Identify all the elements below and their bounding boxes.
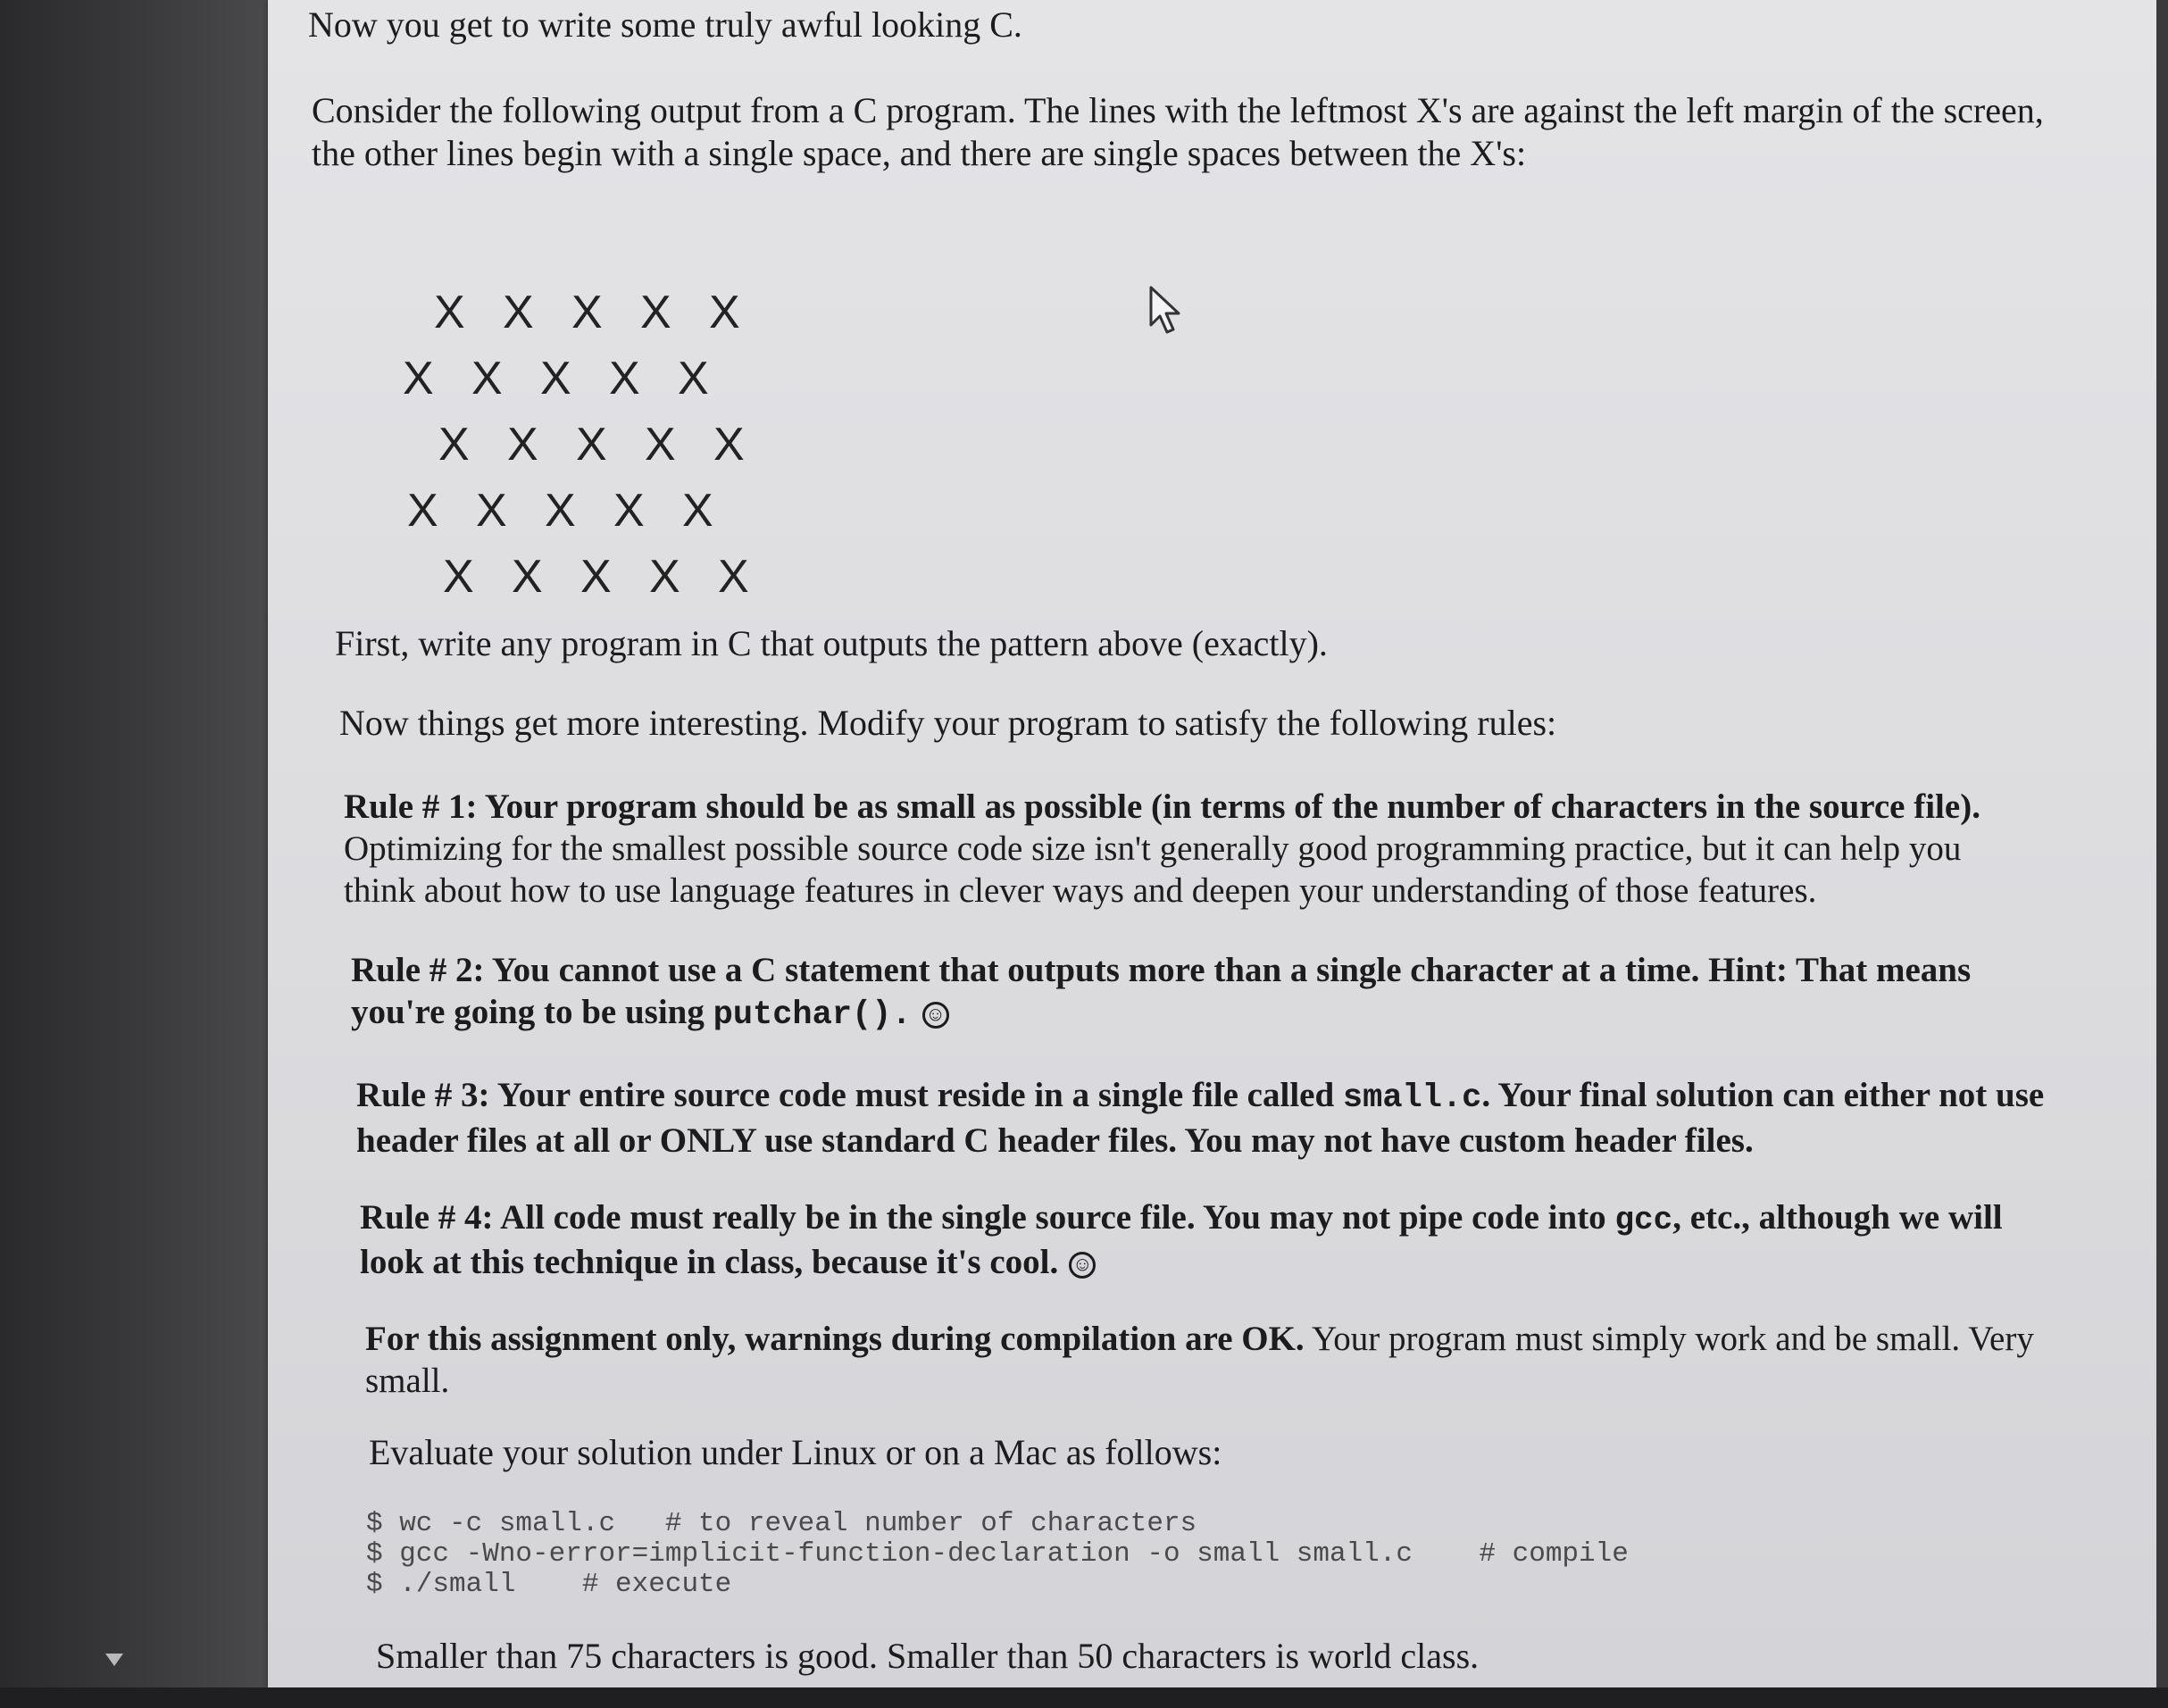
- intro-text: Now you get to write some truly awful looking C.: [308, 4, 1022, 45]
- pattern-x: X: [681, 485, 715, 537]
- rule-2-bold: Rule # 2: You cannot use a C statement that outputs more than a single character at a time. Hint: That means you're going to be using: [351, 951, 1972, 1031]
- smiley-icon: ☺: [1069, 1252, 1096, 1279]
- rule-3-bold-before: Rule # 3: Your entire source code must reside in a single file called: [356, 1076, 1343, 1114]
- smiley-icon: ☺: [922, 1002, 949, 1029]
- pattern-x: X: [717, 551, 751, 603]
- rule-4-bold-after: , etc., although we will look at this technique in class, because it's cool.: [360, 1198, 2003, 1281]
- code-line-wc: $ wc -c small.c # to reveal number of characters: [366, 1508, 1197, 1539]
- pattern-row: [366, 496, 769, 657]
- rule-2: [351, 949, 2047, 1037]
- rule-1: [344, 786, 2040, 912]
- pattern-x: X: [713, 419, 746, 471]
- code-line-gcc: $ gcc -Wno-error=implicit-function-declaration -o small small.c # compile: [366, 1538, 1629, 1570]
- pattern-x: X: [677, 353, 711, 404]
- collapse-arrow-icon[interactable]: [105, 1654, 123, 1666]
- gcc-code: gcc: [1614, 1202, 1673, 1238]
- code-line-run: $ ./small # execute: [366, 1569, 732, 1600]
- pattern-x: X: [502, 287, 536, 338]
- pattern-x: X: [433, 287, 467, 338]
- mouse-pointer-icon: [1147, 286, 1183, 336]
- pattern-x: X: [442, 551, 476, 603]
- pattern-x: X: [471, 353, 504, 404]
- pattern-x: X: [511, 551, 545, 603]
- viewer-bottom-edge: [0, 1687, 2168, 1708]
- pattern-x: X: [644, 419, 678, 471]
- pattern-x: X: [648, 551, 682, 603]
- viewer-right-edge: [2156, 0, 2168, 1687]
- closing-text: Smaller than 75 characters is good. Smaller than 50 characters is world class.: [376, 1636, 1480, 1676]
- rule-3-bold-after: . Your final solution can either not use header files at all or ONLY use standard C header files. You may not have custom header files.: [356, 1076, 2045, 1160]
- viewer-left-gutter: [0, 0, 268, 1708]
- warnings-note: [365, 1318, 2062, 1402]
- putchar-code: putchar().: [713, 996, 912, 1034]
- small-c-code: small.c: [1342, 1079, 1482, 1117]
- pattern-x: X: [438, 419, 471, 471]
- pattern-x: X: [575, 419, 609, 471]
- pattern-x: X: [580, 551, 613, 603]
- pattern-x: X: [708, 287, 742, 338]
- first-instruction: First, write any program in C that outputs the pattern above (exactly).: [335, 623, 1328, 663]
- rule-4-bold-before: Rule # 4: All code must really be in the single source file. You may not pipe code into: [360, 1198, 1615, 1237]
- rule-1-rest: Optimizing for the smallest possible source code size isn't generally good programming practice, but it can help you think about how to use language features in clever ways and deepen your understanding of those features.: [344, 829, 1962, 910]
- rule-1-bold: Rule # 1: Your program should be as small as possible (in terms of the number of characters in the source file).: [344, 787, 1980, 826]
- pattern-x: X: [506, 419, 540, 471]
- pattern-x: X: [475, 485, 509, 537]
- consider-paragraph: Consider the following output from a C program. The lines with the leftmost X's are against the left margin of the screen, the other lines begin with a single space, and there are single spaces between the X's:: [312, 90, 2044, 173]
- pattern-x: X: [539, 353, 573, 404]
- evaluate-instruction: Evaluate your solution under Linux or on a Mac as follows:: [369, 1432, 1222, 1472]
- warnings-bold: For this assignment only, warnings during compilation are OK.: [365, 1320, 1305, 1358]
- rule-4: [360, 1196, 2056, 1283]
- terminal-code-block: [366, 1509, 1629, 1600]
- warnings-rest: Your program must simply work and be small. Very small.: [365, 1320, 2034, 1400]
- pattern-x: X: [608, 353, 642, 404]
- pattern-x: X: [613, 485, 646, 537]
- pattern-x: X: [544, 485, 578, 537]
- pattern-x: X: [571, 287, 605, 338]
- rules-intro: Now things get more interesting. Modify your program to satisfy the following rules:: [339, 703, 1557, 743]
- pattern-x: X: [639, 287, 673, 338]
- rule-3: [356, 1074, 2053, 1162]
- pattern-x: X: [402, 353, 436, 404]
- pattern-x: X: [406, 485, 440, 537]
